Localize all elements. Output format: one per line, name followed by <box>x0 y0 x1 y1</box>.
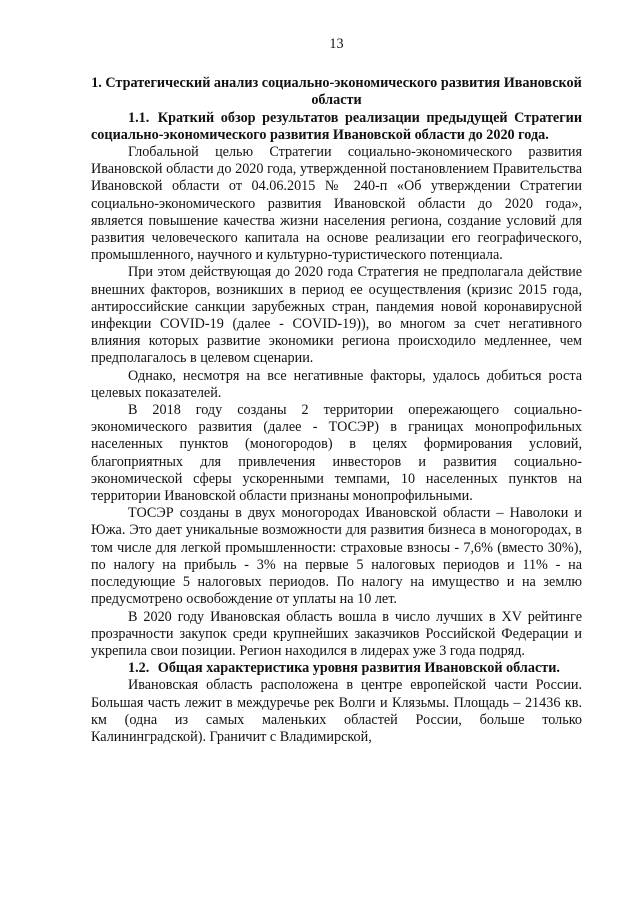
document-page <box>91 36 582 746</box>
paragraph: Ивановская область расположена в центре европейской части России. Большая часть лежит в междуречье рек Волги и Клязьмы. Площадь – 21436 кв. км (одна из самых маленьких областей России, больше только Калининградской). Граничит с Владимирской, <box>91 677 582 745</box>
paragraph: При этом действующая до 2020 года Стратегия не предполагала действие внешних факторов, возникших в период ее осуществления (кризис 2015 года, антироссийские санкции зарубежных стран, пандемия новой коронавирусной инфекции COVID-19 (далее - COVID-19)), во многом за счет негативного влияния которых развитие экономики региона происходило медленнее, чем предполагалось в целевом сценарии. <box>91 264 582 367</box>
subsection-heading-1-2 <box>91 660 582 677</box>
subsection-number: 1.2. <box>128 660 150 677</box>
paragraph: В 2020 году Ивановская область вошла в число лучших в XV рейтинге прозрачности закупок среди крупнейших заказчиков Российской Федерации и укрепила свои позиции. Регион находился в лидерах уже 3 года подряд. <box>91 608 582 659</box>
paragraph: ТОСЭР созданы в двух моногородах Ивановской области – Наволоки и Южа. Это дает уникальные возможности для развития бизнеса в моногородах, в том числе для легкой промышленности: страховые взносы - 7,6% (вместо 30%), по налогу на прибыль - 3% на первые 5 налоговых периодов и 11% - на последующие 5 налоговых периодов. По налогу на имущество и на землю предусмотрено освобождение от уплаты на 10 лет. <box>91 505 582 608</box>
paragraph: Однако, несмотря на все негативные факторы, удалось добиться роста целевых показателей. <box>91 367 582 401</box>
subsection-title: Общая характеристика уровня развития Ивановской области. <box>157 660 560 677</box>
paragraph: Глобальной целью Стратегии социально-экономического развития Ивановской области до 2020 года, утвержденной постановлением Правительства Ивановской области от 04.06.2015 № 240-п «Об утверждении Стратегии социально-экономического развития Ивановской области до 2020 года», является повышение качества жизни населения региона, создание условий для развития человеческого капитала на основе реализации его географического, промышленного, научного и культурно-туристического потенциала. <box>91 144 582 264</box>
subsection-heading-1-1 <box>91 110 582 144</box>
paragraph: В 2018 году созданы 2 территории опережающего социально-экономического развития (далее - ТОСЭР) в границах монопрофильных населенных пунктов (моногородов) в целях формирования условий, благоприятных для привлечения инвесторов и развития социально-экономической сферы ускоренными темпами, 10 населенных пунктов на территории Ивановской области признаны монопрофильными. <box>91 402 582 505</box>
subsection-title: Краткий обзор результатов реализации предыдущей Стратегии социально-экономического развития Ивановской области до 2020 года. <box>91 109 582 143</box>
page-number: 13 <box>329 36 344 52</box>
subsection-number: 1.1. <box>128 109 150 126</box>
section-title: 1. Стратегический анализ социально-экономического развития Ивановской области <box>91 75 582 109</box>
